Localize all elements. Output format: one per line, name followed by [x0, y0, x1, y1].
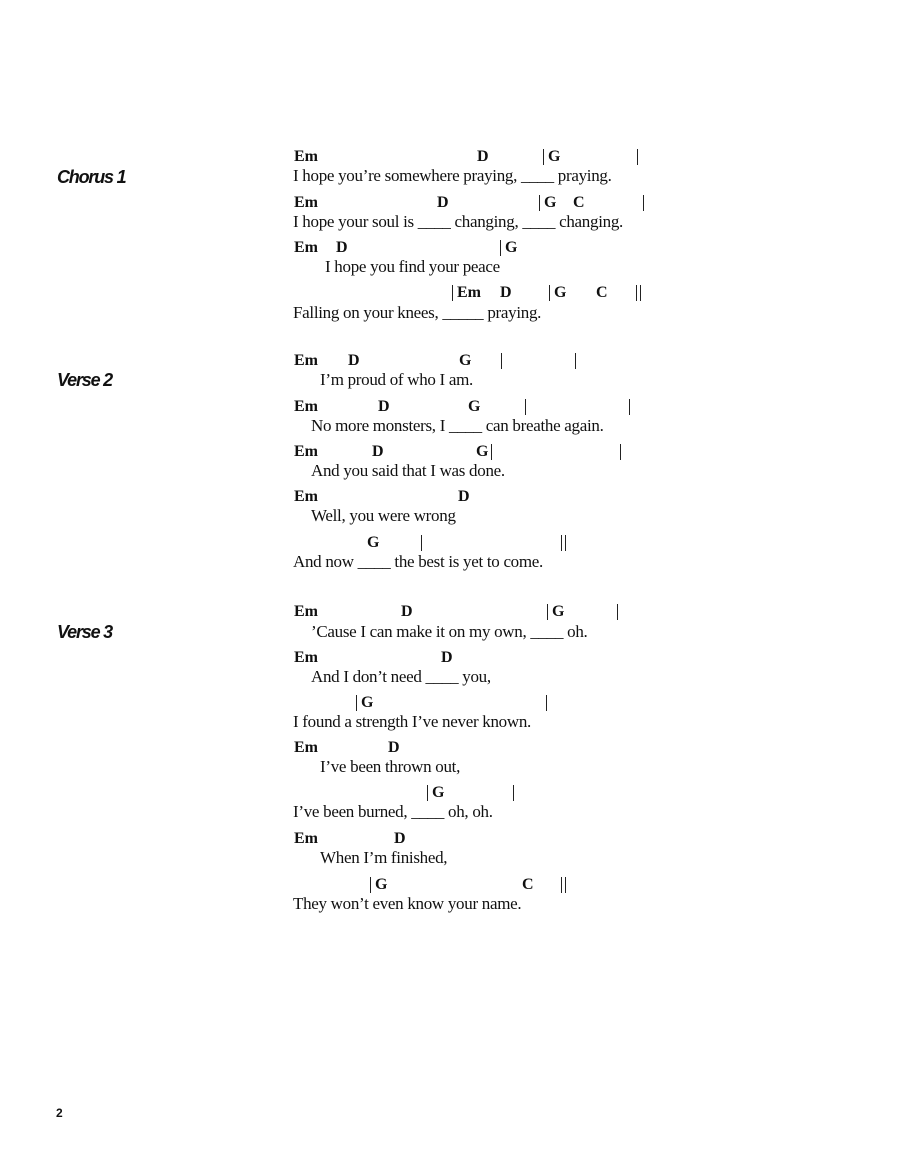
- chord-d: D: [437, 194, 449, 211]
- page-number: 2: [56, 1106, 63, 1120]
- double-bar-line: [636, 285, 641, 301]
- double-bar-line: [561, 877, 566, 893]
- section-label-verse-3: Verse 3: [57, 622, 112, 642]
- chord-g: G: [552, 603, 565, 620]
- lyric-line: I hope you find your peace: [325, 257, 500, 276]
- bar-line: [643, 195, 644, 211]
- chord-em: Em: [294, 488, 318, 505]
- chord-d: D: [401, 603, 413, 620]
- chord-g: G: [554, 284, 567, 301]
- bar-line: [620, 444, 621, 460]
- bar-line: [525, 399, 526, 415]
- chord-c: C: [596, 284, 608, 301]
- double-bar-line: [561, 535, 566, 551]
- lyric-line: No more monsters, I ____ can breathe again.: [311, 416, 604, 435]
- bar-line: [543, 149, 544, 165]
- lyric-line: Falling on your knees, _____ praying.: [293, 303, 542, 322]
- bar-line: [547, 604, 548, 620]
- chord-d: D: [336, 239, 348, 256]
- bar-line: [575, 353, 576, 369]
- lyric-line: I’ve been burned, ____ oh, oh.: [293, 802, 493, 821]
- chord-em: Em: [294, 603, 318, 620]
- bar-line: [617, 604, 618, 620]
- bar-line: [491, 444, 492, 460]
- lyric-line: I’m proud of who I am.: [320, 370, 473, 389]
- lyric-line: I hope your soul is ____ changing, ____ changing.: [293, 212, 623, 231]
- chord-em: Em: [294, 830, 318, 847]
- bar-line: [513, 785, 514, 801]
- chord-g: G: [375, 876, 388, 893]
- bar-line: [549, 285, 550, 301]
- chord-g: G: [468, 398, 481, 415]
- bar-line: [421, 535, 422, 551]
- bar-line: [427, 785, 428, 801]
- bar-line: [370, 877, 371, 893]
- chord-d: D: [394, 830, 406, 847]
- lyric-line: I found a strength I’ve never known.: [293, 712, 531, 731]
- section-label-verse-2: Verse 2: [57, 370, 112, 390]
- lyric-line: I’ve been thrown out,: [320, 757, 461, 776]
- chord-em: Em: [294, 239, 318, 256]
- bar-line: [629, 399, 630, 415]
- lyric-line: I hope you’re somewhere praying, ____ praying.: [293, 166, 612, 185]
- chord-d: D: [388, 739, 400, 756]
- chord-d: D: [458, 488, 470, 505]
- chord-d: D: [441, 649, 453, 666]
- lyric-line: And now ____ the best is yet to come.: [293, 552, 544, 571]
- section-label-chorus-1: Chorus 1: [57, 167, 126, 187]
- chord-g: G: [459, 352, 472, 369]
- chord-g: G: [548, 148, 561, 165]
- chord-em: Em: [294, 398, 318, 415]
- chord-g: G: [476, 443, 489, 460]
- bar-line: [501, 353, 502, 369]
- lyric-line: They won’t even know your name.: [293, 894, 522, 913]
- chord-g: G: [361, 694, 374, 711]
- chord-g: G: [544, 194, 557, 211]
- chord-d: D: [372, 443, 384, 460]
- chord-em: Em: [294, 443, 318, 460]
- bar-line: [356, 695, 357, 711]
- lyric-line: ’Cause I can make it on my own, ____ oh.: [311, 622, 588, 641]
- chord-d: D: [477, 148, 489, 165]
- lyric-line: And you said that I was done.: [311, 461, 505, 480]
- bar-line: [546, 695, 547, 711]
- chord-g: G: [367, 534, 380, 551]
- chord-em: Em: [294, 352, 318, 369]
- bar-line: [500, 240, 501, 256]
- chord-em: Em: [294, 739, 318, 756]
- chord-em: Em: [457, 284, 481, 301]
- chord-em: Em: [294, 148, 318, 165]
- chord-d: D: [348, 352, 360, 369]
- lyric-line: Well, you were wrong: [311, 506, 456, 525]
- chord-d: D: [500, 284, 512, 301]
- lyric-line: When I’m finished,: [320, 848, 448, 867]
- bar-line: [452, 285, 453, 301]
- lyric-line: And I don’t need ____ you,: [311, 667, 491, 686]
- bar-line: [539, 195, 540, 211]
- chord-c: C: [522, 876, 534, 893]
- chord-c: C: [573, 194, 585, 211]
- chord-g: G: [505, 239, 518, 256]
- bar-line: [637, 149, 638, 165]
- chord-em: Em: [294, 194, 318, 211]
- chord-g: G: [432, 784, 445, 801]
- chord-d: D: [378, 398, 390, 415]
- chord-em: Em: [294, 649, 318, 666]
